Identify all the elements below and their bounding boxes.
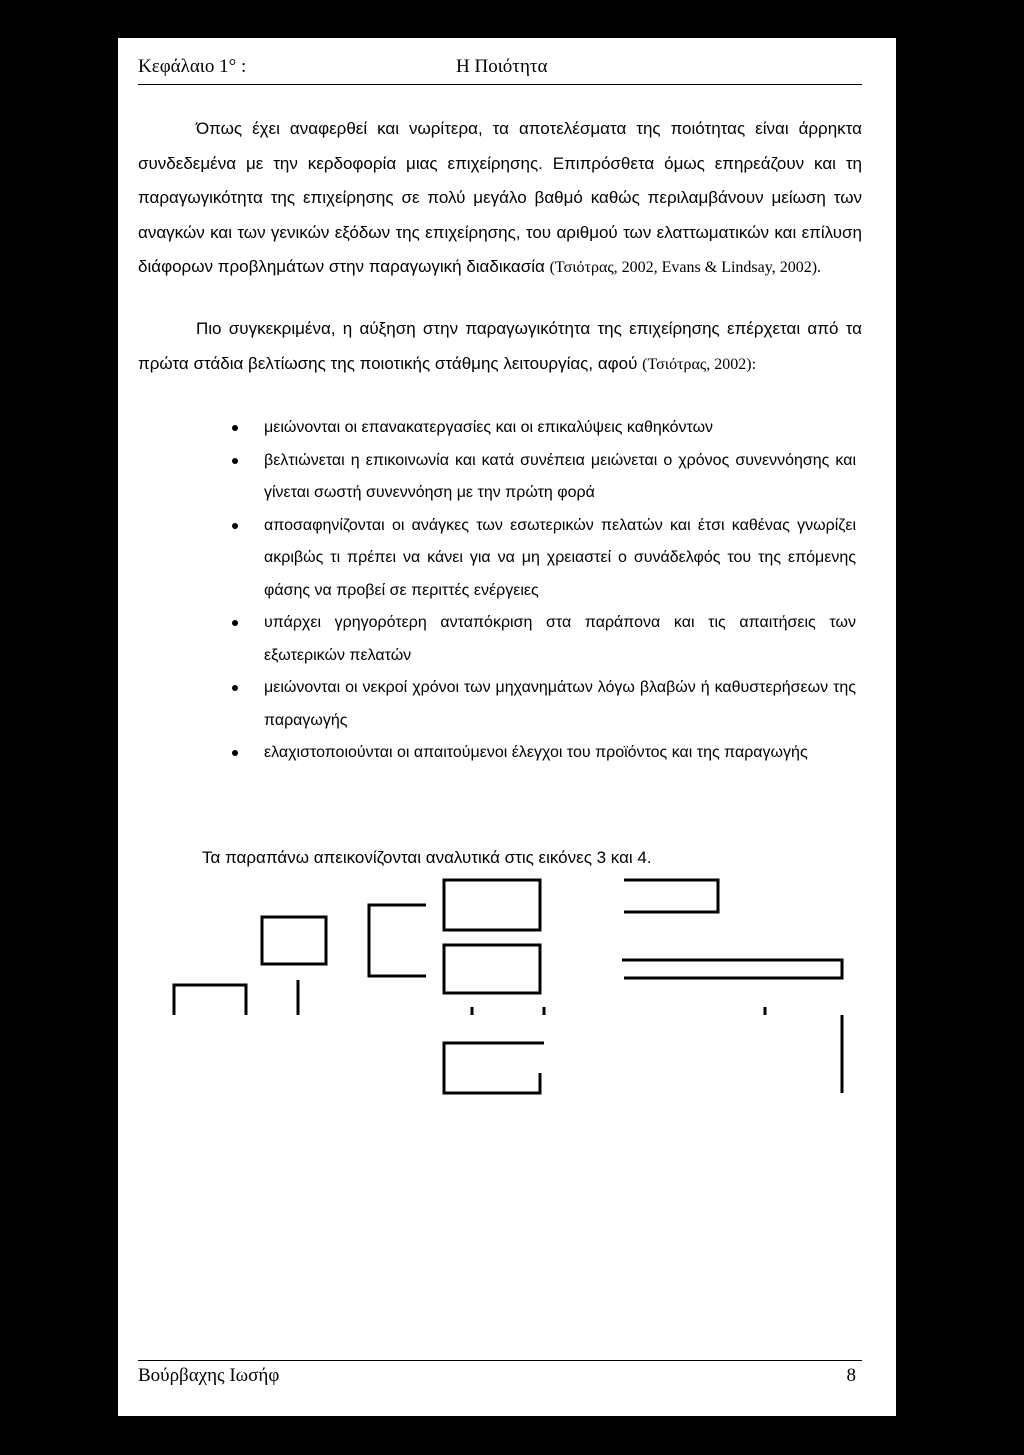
diagram-bracket: [369, 905, 426, 976]
bullet-item: ελαχιστοποιούνται οι απαιτούμενοι έλεγχοι του προϊόντος και της παραγωγής: [230, 737, 856, 770]
paragraph-1-citation: (Τσιότρας, 2002, Evans & Lindsay, 2002).: [549, 259, 822, 276]
chapter-label: Κεφάλαιο 1° :: [138, 56, 247, 77]
diagram-box: [262, 917, 326, 964]
diagram-box: [622, 960, 842, 978]
bullet-item: μειώνονται οι επανακατεργασίες και οι επικαλύψεις καθηκόντων: [230, 412, 856, 445]
diagram-box-open: [174, 985, 246, 1015]
bullet-item: υπάρχει γρηγορότερη ανταπόκριση στα παράπονα και τις απαιτήσεις των εξωτερικών πελατών: [230, 607, 856, 672]
chapter-title: Η Ποιότητα: [456, 56, 548, 77]
bullet-item: αποσαφηνίζονται οι ανάγκες των εσωτερικών πελατών και έτσι καθένας γνωρίζει ακριβώς τι πρέπει να κάνει για να μη χρειαστεί ο συνάδελφός του της επόμενης φάσης να προβεί σε περιττές ενέργειες: [230, 510, 856, 608]
paragraph-2-text: Πιο συγκεκριμένα, η αύξηση στην παραγωγικότητα της επιχείρησης επέρχεται από τα πρώτα στάδια βελτίωσης της ποιοτικής στάθμης λειτουργίας, αφού: [138, 319, 862, 373]
paragraph-2-citation: (Τσιότρας, 2002):: [642, 355, 757, 373]
figure-reference-text: Τα παραπάνω απεικονίζονται αναλυτικά στις εικόνες 3 και 4.: [202, 848, 652, 867]
paragraph-1-text: Όπως έχει αναφερθεί και νωρίτερα, τα αποτελέσματα της ποιότητας είναι άρρηκτα συνδεδεμένα με την κερδοφορία μιας επιχείρησης. Επιπρόσθετα όμως επηρεάζουν και τη παραγωγικότητα της επιχείρησης σε πολύ μεγάλο βαθμό καθώς περιλαμβάνουν μείωση των αναγκών και των γενικών εξόδων της επιχείρησης, του αριθμού των ελαττωματικών και επίλυση διάφορων προβλημάτων στην παραγωγική διαδικασία: [138, 119, 862, 276]
diagram-box: [444, 1043, 544, 1093]
bullet-item: βελτιώνεται η επικοινωνία και κατά συνέπεια μειώνεται ο χρόνος συνεννόησης και γίνεται σωστή συνεννόηση με την πρώτη φορά: [230, 445, 856, 510]
diagram-box: [444, 880, 540, 930]
page-number: 8: [846, 1365, 856, 1386]
diagram-box: [624, 880, 718, 912]
page-footer: [138, 1360, 862, 1386]
bullet-item: μειώνονται οι νεκροί χρόνοι των μηχανημάτων λόγω βλαβών ή καθυστερήσεων της παραγωγής: [230, 672, 856, 737]
diagram-box: [444, 945, 540, 993]
author-name: Βούρβαχης Ιωσήφ: [138, 1365, 280, 1386]
